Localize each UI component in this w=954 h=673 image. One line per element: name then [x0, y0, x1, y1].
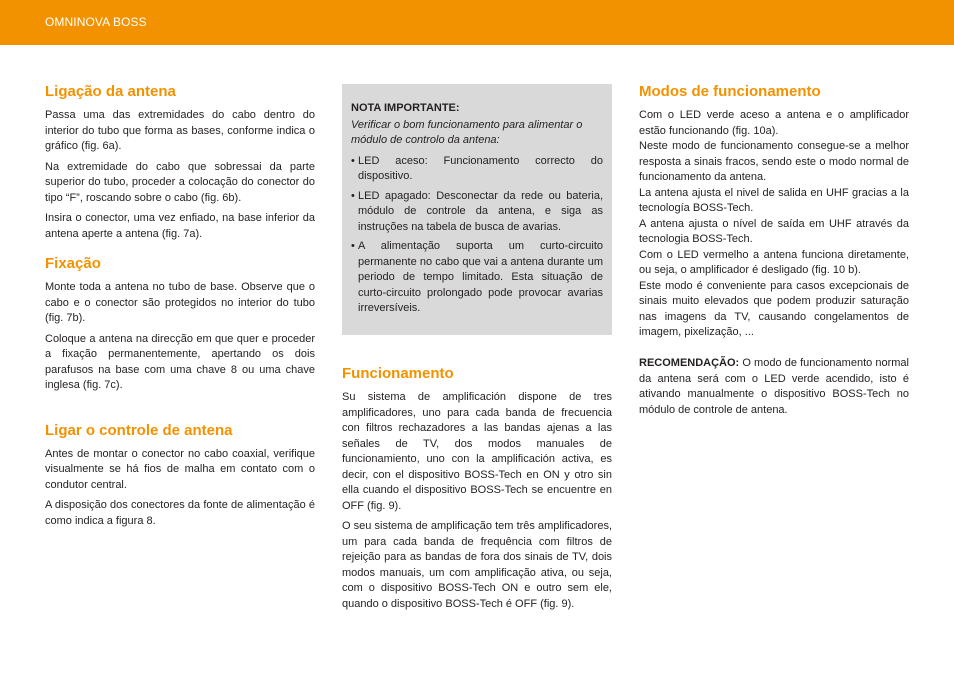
notice-item — [351, 154, 603, 185]
paragraph: La antena ajusta el nivel de salida en UHF gracias a la tecnología BOSS-Tech. — [639, 186, 909, 214]
paragraph: Passa uma das extremidades do cabo dentro do interior do tubo que forma as bases, conforme indica o gráfico (fig. 6a). — [45, 109, 315, 152]
paragraph: Neste modo de funcionamento consegue-se a melhor resposta a sinais fracos, sendo este o modo normal de funcionamento da antena. — [639, 140, 909, 183]
notice-item — [351, 239, 603, 317]
paragraph: Este modo é conveniente para casos excepcionais de sinais muito elevados que podem produzir saturação nas imagens da TV, causando congelamentos de imagem, pixelização, ... — [639, 279, 909, 338]
paragraph: Antes de montar o conector no cabo coaxial, verifique visualmente se há fios de malha em contato com o condutor central. — [45, 447, 315, 491]
notice-intro: Verificar o bom funcionamento para alimentar o módulo de controlo da antena: — [351, 118, 583, 146]
bullet-icon: • — [351, 189, 355, 202]
funcionamento-section — [342, 363, 612, 617]
bullet-icon: • — [351, 240, 355, 252]
notice-list — [351, 154, 603, 317]
paragraph: Su sistema de amplificación dispone de tres amplificadores, uno para cada banda de frecuencia con filtros rechazadores a las bandas ajenas a las señales de TV, dos modos manuales de funcionamiento, uno con la amplificación activa, es decir, con el dispositivo BOSS-Tech en ON y otro sin ella cuando el dispositivo BOSS-Tech se encuentre en OFF (fig. 9). — [342, 391, 612, 512]
heading-fixacao: Fixação — [45, 255, 101, 272]
heading-funcionamento: Funcionamento — [342, 365, 454, 382]
bullet-icon: • — [351, 154, 355, 167]
heading-ligacao-antena: Ligação da antena — [45, 83, 176, 100]
paragraph: Monte toda a antena no tubo de base. Observe que o cabo e o conector são protegidos no interior do tubo (fig. 7b). — [45, 281, 315, 324]
notice-title: NOTA IMPORTANTE: — [351, 102, 460, 114]
paragraph: Insira o conector, uma vez enfiado, na base inferior da antena aperte a antena (fig. 7a). — [45, 212, 315, 240]
notice-item-text: LED aceso: Funcionamento correcto do dispositivo. — [358, 154, 603, 182]
recommendation-text: O modo de funcionamento normal da antena será com o LED verde acendido, isto é ativando manualmente o dispositivo BOSS-Tech no módulo de controle de antena. — [639, 357, 909, 416]
recommendation-label: RECOMENDAÇÃO: — [639, 357, 740, 369]
paragraph: Com o LED vermelho a antena funciona diretamente, ou seja, o amplificador é desligado (fig. 10 b). — [639, 248, 909, 276]
heading-ligar-controle: Ligar o controle de antena — [45, 421, 233, 439]
paragraph: Na extremidade do cabo que sobressai da parte superior do tubo, proceder a colocação do conector do tipo “F”, roscando sobre o cabo (fig. 6b). — [45, 160, 315, 204]
notice-item-text: A alimentação suporta um curto-circuito permanente no cabo que vai a antena durante um periodo de tempo limitado. Esta situação de curto-circuito prolongado pode provocar avarias irreversíveis. — [358, 240, 603, 314]
paragraph: O seu sistema de amplificação tem três amplificadores, um para cada banda de frequência com filtros de rejeição para as bandas de fora dos sinais de TV, dois modos manuais, um com amplificação ativa, ou seja, com o dispositivo BOSS-Tech ON e outro sem ele, quando o dispositivo BOSS-Tech é OFF (fig. 9). — [342, 520, 612, 610]
paragraph: A disposição dos conectores da fonte de alimentação é como indica a figura 8. — [45, 499, 315, 527]
important-notice-box — [342, 84, 612, 335]
heading-modos-funcionamento: Modos de funcionamento — [639, 83, 821, 100]
notice-item-text: LED apagado: Desconectar da rede ou bateria, módulo de controle da antena, e siga as instruções na tabela de busca de avarias. — [358, 189, 603, 233]
column-3 — [639, 80, 909, 418]
recommendation-paragraph — [639, 356, 909, 418]
notice-item — [351, 189, 603, 236]
column-1 — [45, 80, 315, 534]
page-header — [0, 0, 954, 45]
header-title: OMNINOVA BOSS — [45, 15, 147, 29]
paragraph: Coloque a antena na direcção em que quer e proceder a fixação permanentemente, apertando os dois parafusos na base com uma chave 8 ou uma chave inglesa (fig. 7c). — [45, 332, 315, 391]
paragraph: Com o LED verde aceso a antena e o amplificador estão funcionando (fig. 10a). — [639, 109, 909, 137]
paragraph: A antena ajusta o nível de saída em UHF através da tecnologia BOSS-Tech. — [639, 217, 909, 245]
spacer — [639, 341, 909, 357]
